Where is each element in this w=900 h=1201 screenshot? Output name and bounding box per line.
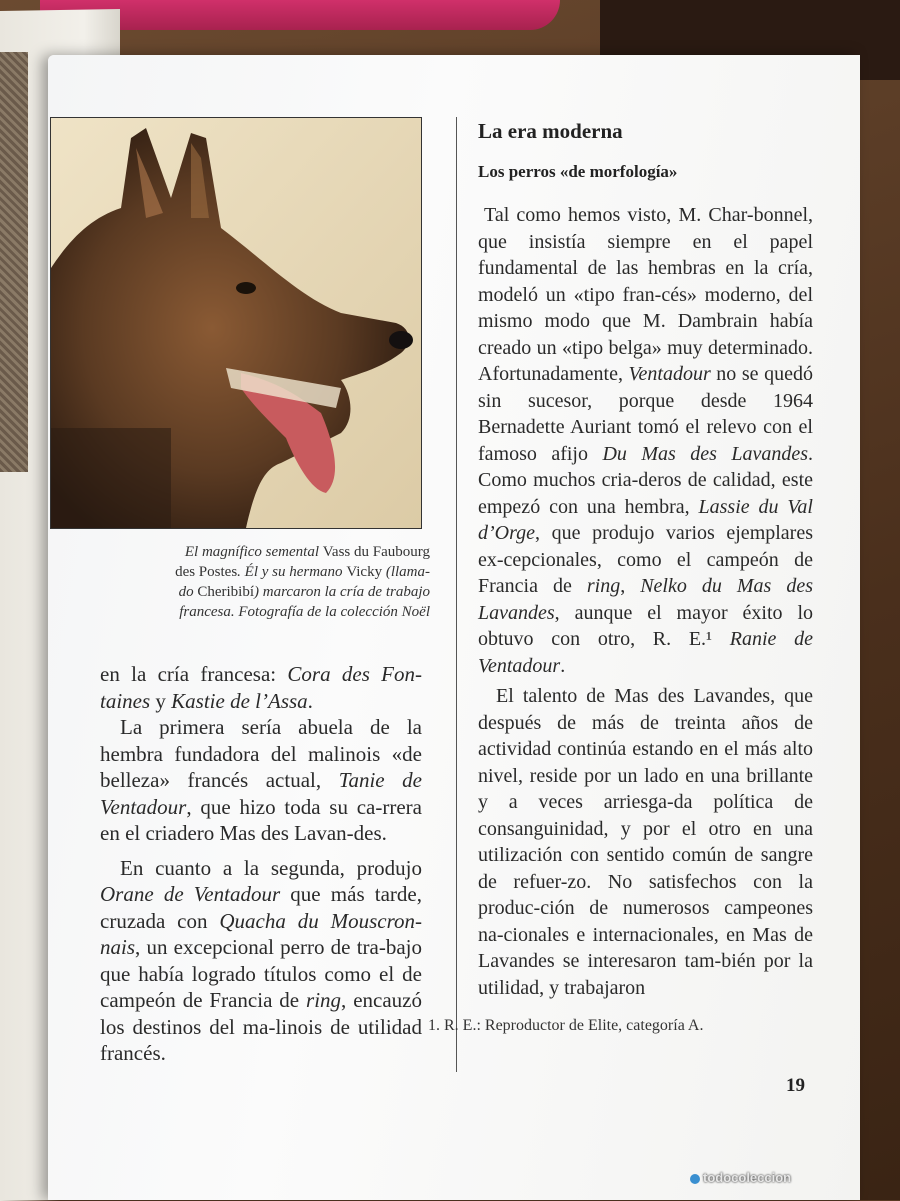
- caption-dog-name: Vicky: [346, 564, 383, 580]
- caption-text: . Él y su hermano: [237, 564, 347, 580]
- paragraph: [100, 661, 422, 714]
- text-run: .: [560, 654, 566, 677]
- caption-text: ) marcaron la cría de trabajo: [254, 584, 430, 600]
- italic-run: ring: [586, 575, 621, 597]
- text-run: en la cría francesa:: [100, 662, 288, 686]
- page-number: 19: [786, 1075, 805, 1096]
- italic-run: Nelko du Mas des Lavandes: [478, 575, 813, 624]
- watermark: [690, 1170, 791, 1185]
- italic-run: Cora des Fon-taines: [100, 662, 422, 713]
- watermark-text: todocoleccion: [703, 1170, 792, 1185]
- previous-page-photo: [0, 52, 28, 472]
- paragraph: [478, 683, 813, 1001]
- left-column: [100, 661, 422, 1067]
- italic-run: Du Mas des Lavandes: [602, 442, 808, 465]
- text-run: ,: [620, 575, 641, 597]
- text-run: , un excepcional perro de tra-bajo que había logrado títulos como el de campeón de Francia de: [100, 935, 422, 1012]
- paragraph: [100, 714, 422, 847]
- italic-run: Orane de Ventadour: [100, 882, 281, 906]
- text-run: que más tarde, cruzada con: [100, 882, 422, 933]
- section-heading: La era moderna: [478, 119, 623, 143]
- right-column: [478, 117, 813, 1001]
- text-run: . Como muchos cria-deros de calidad, este empezó con una hembra,: [478, 442, 813, 518]
- italic-run: Lassie du Val d’Orge: [478, 495, 813, 544]
- text-run: En cuanto a la segunda, produjo: [120, 855, 422, 880]
- text-run: Tal como hemos visto, M. Char-bonnel, que insistía siempre en el papel fundamental de las hembras en la cría, modeló un «tipo fran-cés» moderno, del mismo modo que M. Dambrain había creado un «tipo belga» muy determinado. Afortunadamente,: [478, 204, 813, 385]
- watermark-logo-icon: [690, 1174, 700, 1184]
- section-subheading: Los perros «de morfología»: [478, 162, 678, 181]
- caption-text: francesa. Fotografía de la colección Noël: [179, 604, 430, 620]
- text-run: , aunque el mayor éxito lo obtuvo con otro, R. E.¹: [478, 601, 813, 650]
- text-run: no se quedó sin sucesor, porque desde 1964 Bernadette Auriant tomó el relevo con el famoso afijo: [478, 363, 813, 465]
- text-run: .: [307, 688, 313, 713]
- caption-text: (llama-: [382, 564, 430, 580]
- caption-dog-name: Cheribibí: [197, 584, 255, 600]
- italic-run: Ranie de Ventadour: [478, 628, 814, 677]
- italic-run: Ventadour: [628, 363, 711, 385]
- right-column-body: [478, 202, 813, 1001]
- dog-photo: [50, 117, 422, 529]
- text-run: , que produjo varios ejemplares ex-cepcionales, como el campeón de Francia de: [478, 522, 813, 597]
- caption-text: El magnífico semental: [184, 544, 323, 560]
- text-run: , encauzó los destinos del ma-linois de utilidad francés.: [100, 988, 422, 1065]
- caption-dog-name: des Postes: [175, 564, 238, 580]
- book-page: [48, 55, 860, 1200]
- text-run: La primera sería abuela de la hembra fundadora del malinois «de belleza» francés actual,: [100, 715, 422, 792]
- text-run: El talento de Mas des Lavandes, que después de más de treinta años de actividad continúa estando en el más alto nivel, reside por un lado en una brillante y a veces arriesga-da política de consanguinidad, y por el otro en una utilización con sentido común de sangre de refuer-zo. No satisfechos con la produc-ción de numerosos campeones na-cionales e internacionales, en Mas de Lavandes se interesaron tam-bién por la utilidad, y trabajaron: [478, 685, 813, 999]
- text-run: y: [150, 688, 172, 713]
- caption-dog-name: Vass du Faubourg: [322, 544, 430, 560]
- paragraph: [100, 855, 422, 1067]
- paragraph: [478, 202, 813, 679]
- caption-text: do: [178, 584, 198, 600]
- italic-run: Quacha du Mouscron-nais: [100, 908, 422, 959]
- italic-run: Tanie de Ventadour: [100, 768, 422, 819]
- footnote: 1. R. E.: Reproductor de Elite, categoría A.: [428, 1017, 704, 1034]
- italic-run: ring: [306, 988, 342, 1012]
- column-divider: [456, 117, 457, 1072]
- italic-run: Kastie de l’Assa: [171, 688, 308, 713]
- photo-caption: [110, 542, 430, 622]
- text-run: , que hizo toda su ca-rrera en el criadero Mas des Lavan-des.: [100, 794, 422, 845]
